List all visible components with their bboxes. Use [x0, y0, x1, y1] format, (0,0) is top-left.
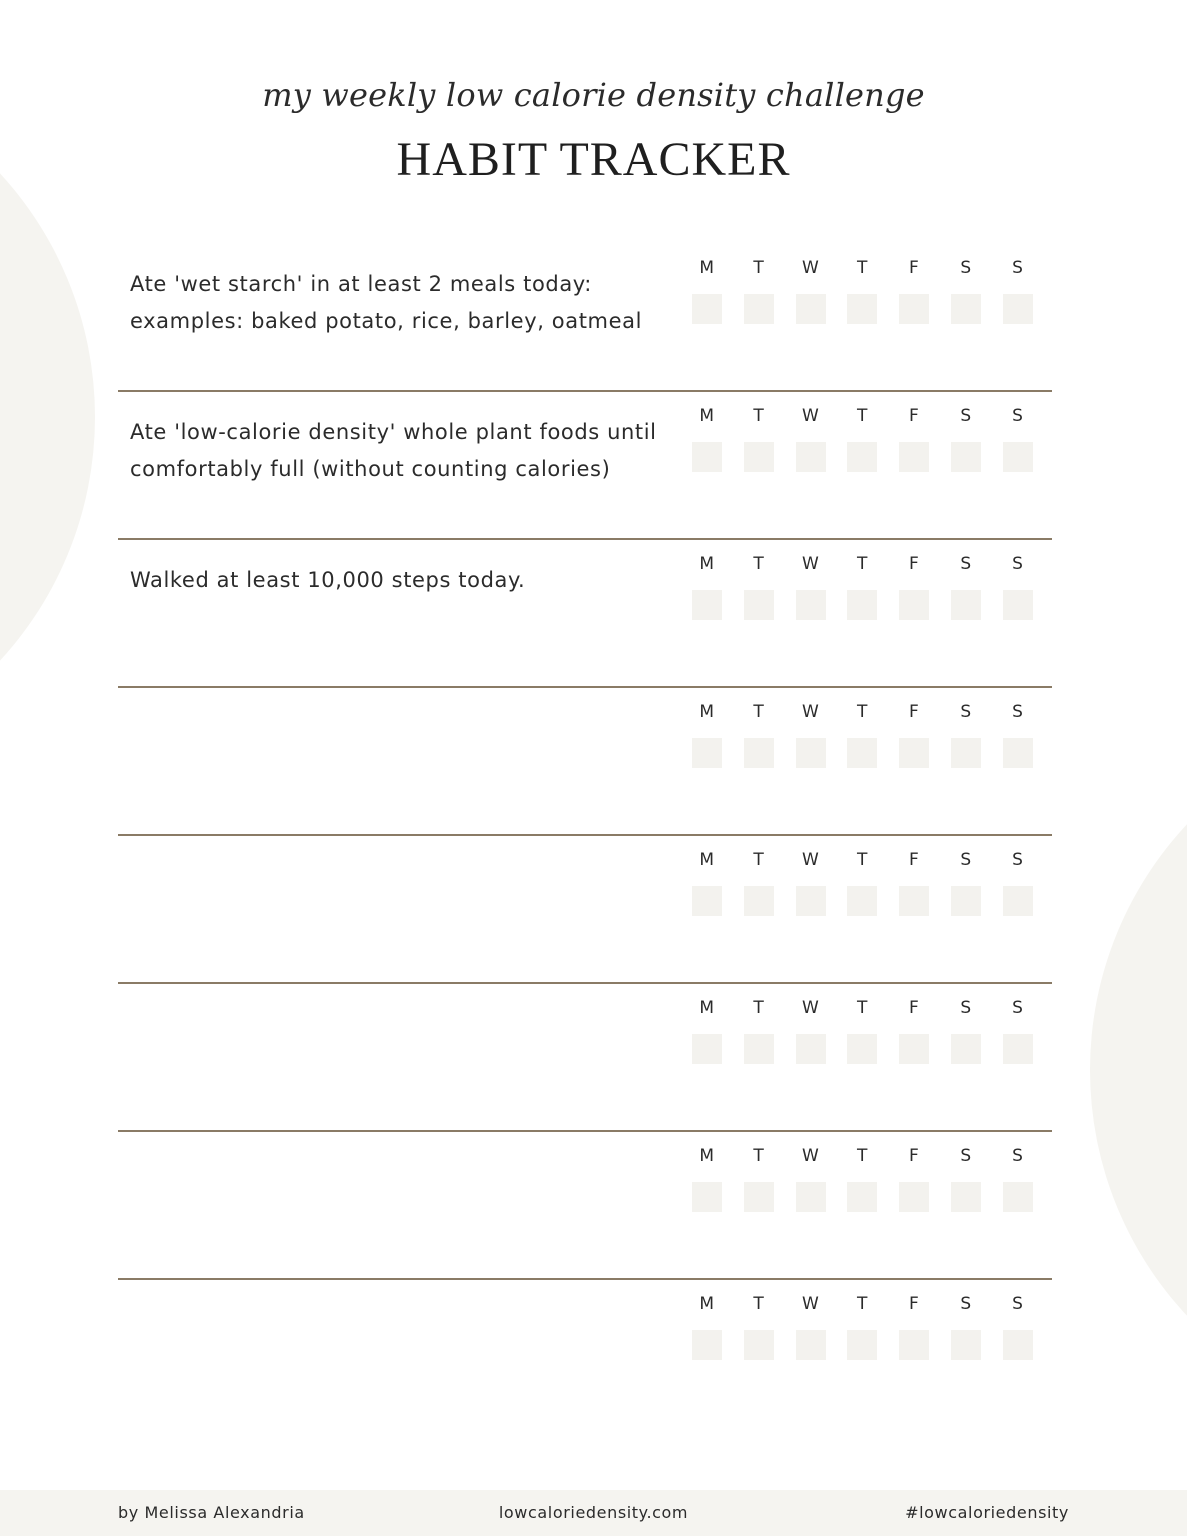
day-checkbox[interactable]	[744, 590, 774, 620]
day-label: W	[801, 1294, 820, 1314]
day-column	[744, 998, 774, 1078]
day-column	[847, 1294, 877, 1374]
day-label: S	[960, 554, 972, 574]
day-checkbox[interactable]	[951, 738, 981, 768]
day-label: S	[1012, 554, 1024, 574]
day-column	[847, 702, 877, 782]
day-checkbox[interactable]	[899, 590, 929, 620]
day-checkbox[interactable]	[796, 442, 826, 472]
day-label: T	[753, 1146, 765, 1166]
day-label: M	[699, 554, 715, 574]
day-checkbox[interactable]	[1003, 590, 1033, 620]
day-checkbox[interactable]	[692, 1182, 722, 1212]
day-column	[899, 406, 929, 486]
habit-text: Ate 'wet starch' in at least 2 meals today: examples: baked potato, rice, barley, oatmeal	[130, 272, 643, 333]
day-label: S	[1012, 998, 1024, 1018]
day-column	[744, 554, 774, 634]
day-checkbox[interactable]	[744, 1182, 774, 1212]
day-column	[692, 998, 722, 1078]
day-label: W	[801, 406, 820, 426]
day-column	[796, 258, 826, 338]
day-checkbox[interactable]	[951, 590, 981, 620]
day-checkbox[interactable]	[796, 1182, 826, 1212]
day-checkbox[interactable]	[1003, 1182, 1033, 1212]
day-column	[1003, 258, 1033, 338]
day-checkbox[interactable]	[692, 590, 722, 620]
day-label: T	[753, 702, 765, 722]
day-checkbox[interactable]	[899, 886, 929, 916]
day-column	[744, 1146, 774, 1226]
day-checkbox[interactable]	[951, 1330, 981, 1360]
day-checkbox[interactable]	[847, 1182, 877, 1212]
day-checkbox[interactable]	[1003, 442, 1033, 472]
day-checklist	[692, 702, 1037, 782]
day-column	[951, 702, 981, 782]
day-label: T	[753, 1294, 765, 1314]
day-label: S	[960, 850, 972, 870]
day-checkbox[interactable]	[899, 442, 929, 472]
day-checkbox[interactable]	[1003, 886, 1033, 916]
day-column	[899, 1146, 929, 1226]
day-column	[1003, 1146, 1033, 1226]
day-checkbox[interactable]	[744, 1330, 774, 1360]
day-checklist	[692, 850, 1037, 930]
day-checkbox[interactable]	[1003, 294, 1033, 324]
habit-text: Walked at least 10,000 steps today.	[130, 568, 526, 592]
habit-row	[118, 984, 1052, 1132]
day-checkbox[interactable]	[847, 738, 877, 768]
habit-row	[118, 1132, 1052, 1280]
day-column	[847, 406, 877, 486]
day-checkbox[interactable]	[847, 294, 877, 324]
day-column	[951, 1146, 981, 1226]
day-label: M	[699, 1294, 715, 1314]
day-checkbox[interactable]	[744, 886, 774, 916]
day-column	[796, 406, 826, 486]
day-checkbox[interactable]	[692, 886, 722, 916]
habit-text: Ate 'low-calorie density' whole plant foods until comfortably full (without counting calories)	[130, 420, 657, 481]
day-label: T	[753, 998, 765, 1018]
day-label: T	[856, 258, 868, 278]
day-column	[951, 850, 981, 930]
day-column	[951, 998, 981, 1078]
day-column	[951, 1294, 981, 1374]
day-checkbox[interactable]	[847, 1330, 877, 1360]
day-checkbox[interactable]	[744, 1034, 774, 1064]
day-label: W	[801, 998, 820, 1018]
day-label: M	[699, 258, 715, 278]
day-checkbox[interactable]	[796, 294, 826, 324]
day-column	[796, 554, 826, 634]
day-label: S	[1012, 258, 1024, 278]
day-checkbox[interactable]	[692, 294, 722, 324]
day-column	[899, 258, 929, 338]
day-label: T	[753, 406, 765, 426]
habit-row	[118, 836, 1052, 984]
day-column	[692, 1146, 722, 1226]
day-checkbox[interactable]	[692, 738, 722, 768]
day-column	[1003, 1294, 1033, 1374]
habit-row	[118, 1280, 1052, 1428]
day-label: S	[1012, 702, 1024, 722]
day-label: T	[856, 1146, 868, 1166]
day-label: F	[909, 554, 920, 574]
day-column	[1003, 406, 1033, 486]
day-column	[692, 850, 722, 930]
day-checkbox[interactable]	[847, 1034, 877, 1064]
day-column	[744, 702, 774, 782]
day-column	[1003, 998, 1033, 1078]
day-checkbox[interactable]	[847, 886, 877, 916]
day-column	[796, 850, 826, 930]
day-checkbox[interactable]	[796, 1034, 826, 1064]
day-checkbox[interactable]	[899, 1034, 929, 1064]
day-column	[847, 850, 877, 930]
day-label: W	[801, 258, 820, 278]
day-checkbox[interactable]	[899, 1182, 929, 1212]
day-checklist	[692, 998, 1037, 1078]
day-column	[951, 406, 981, 486]
day-column	[744, 1294, 774, 1374]
day-column	[847, 1146, 877, 1226]
day-column	[847, 554, 877, 634]
day-checkbox[interactable]	[692, 1034, 722, 1064]
day-checkbox[interactable]	[951, 442, 981, 472]
day-label: S	[1012, 850, 1024, 870]
day-column	[692, 258, 722, 338]
day-label: S	[960, 1294, 972, 1314]
day-label: T	[856, 702, 868, 722]
day-label: S	[1012, 406, 1024, 426]
day-checklist	[692, 406, 1037, 486]
day-label: T	[856, 554, 868, 574]
day-column	[692, 702, 722, 782]
day-label: F	[909, 702, 920, 722]
day-column	[899, 850, 929, 930]
footer	[0, 1490, 1187, 1536]
footer-hashtag: #lowcaloriedensity	[905, 1503, 1069, 1522]
day-checkbox[interactable]	[744, 294, 774, 324]
day-label: M	[699, 850, 715, 870]
day-checkbox[interactable]	[796, 738, 826, 768]
day-column	[1003, 554, 1033, 634]
day-column	[796, 1294, 826, 1374]
habit-row	[118, 392, 1052, 540]
footer-author: by Melissa Alexandria	[118, 1503, 305, 1522]
day-column	[951, 554, 981, 634]
day-checkbox[interactable]	[744, 738, 774, 768]
habit-row	[118, 244, 1052, 392]
day-label: W	[801, 1146, 820, 1166]
day-checkbox[interactable]	[1003, 1034, 1033, 1064]
day-label: T	[856, 1294, 868, 1314]
day-column	[899, 702, 929, 782]
day-label: T	[753, 554, 765, 574]
page-title: HABIT TRACKER	[396, 133, 791, 186]
day-label: M	[699, 702, 715, 722]
day-label: T	[753, 850, 765, 870]
day-label: S	[960, 702, 972, 722]
day-checkbox[interactable]	[1003, 738, 1033, 768]
day-column	[1003, 702, 1033, 782]
day-label: F	[909, 850, 920, 870]
day-checkbox[interactable]	[692, 442, 722, 472]
footer-website[interactable]: lowcaloriedensity.com	[498, 1503, 689, 1522]
day-column	[796, 1146, 826, 1226]
day-checkbox[interactable]	[899, 294, 929, 324]
day-label: M	[699, 1146, 715, 1166]
habit-row	[118, 688, 1052, 836]
day-label: F	[909, 258, 920, 278]
day-column	[796, 702, 826, 782]
day-label: S	[1012, 1146, 1024, 1166]
day-label: T	[753, 258, 765, 278]
day-column	[899, 1294, 929, 1374]
day-checklist	[692, 1146, 1037, 1226]
day-label: T	[856, 406, 868, 426]
day-column	[847, 258, 877, 338]
day-label: S	[1012, 1294, 1024, 1314]
day-column	[692, 406, 722, 486]
day-checkbox[interactable]	[951, 886, 981, 916]
day-column	[692, 1294, 722, 1374]
day-checkbox[interactable]	[847, 442, 877, 472]
day-label: F	[909, 1294, 920, 1314]
day-checklist	[692, 1294, 1037, 1374]
day-label: M	[699, 406, 715, 426]
decorative-circle-right	[1090, 710, 1187, 1430]
page-subtitle: my weekly low calorie density challenge	[262, 76, 925, 114]
day-checkbox[interactable]	[847, 590, 877, 620]
day-checkbox[interactable]	[951, 294, 981, 324]
day-checkbox[interactable]	[899, 738, 929, 768]
day-checkbox[interactable]	[951, 1182, 981, 1212]
day-label: F	[909, 406, 920, 426]
day-label: S	[960, 406, 972, 426]
day-checkbox[interactable]	[796, 886, 826, 916]
day-column	[692, 554, 722, 634]
day-label: F	[909, 1146, 920, 1166]
day-column	[744, 406, 774, 486]
day-checkbox[interactable]	[899, 1330, 929, 1360]
day-label: M	[699, 998, 715, 1018]
day-checkbox[interactable]	[796, 1330, 826, 1360]
day-column	[847, 998, 877, 1078]
day-checkbox[interactable]	[796, 590, 826, 620]
day-label: S	[960, 998, 972, 1018]
day-label: T	[856, 998, 868, 1018]
day-label: F	[909, 998, 920, 1018]
day-label: T	[856, 850, 868, 870]
day-checklist	[692, 554, 1037, 634]
day-label: W	[801, 702, 820, 722]
day-column	[744, 258, 774, 338]
day-label: W	[801, 554, 820, 574]
day-label: W	[801, 850, 820, 870]
day-checkbox[interactable]	[744, 442, 774, 472]
day-column	[796, 998, 826, 1078]
day-column	[951, 258, 981, 338]
day-checkbox[interactable]	[951, 1034, 981, 1064]
day-checklist	[692, 258, 1037, 338]
day-column	[1003, 850, 1033, 930]
day-column	[899, 554, 929, 634]
day-label: S	[960, 258, 972, 278]
habit-row	[118, 540, 1052, 688]
day-label: S	[960, 1146, 972, 1166]
day-column	[744, 850, 774, 930]
day-column	[899, 998, 929, 1078]
day-checkbox[interactable]	[692, 1330, 722, 1360]
day-checkbox[interactable]	[1003, 1330, 1033, 1360]
